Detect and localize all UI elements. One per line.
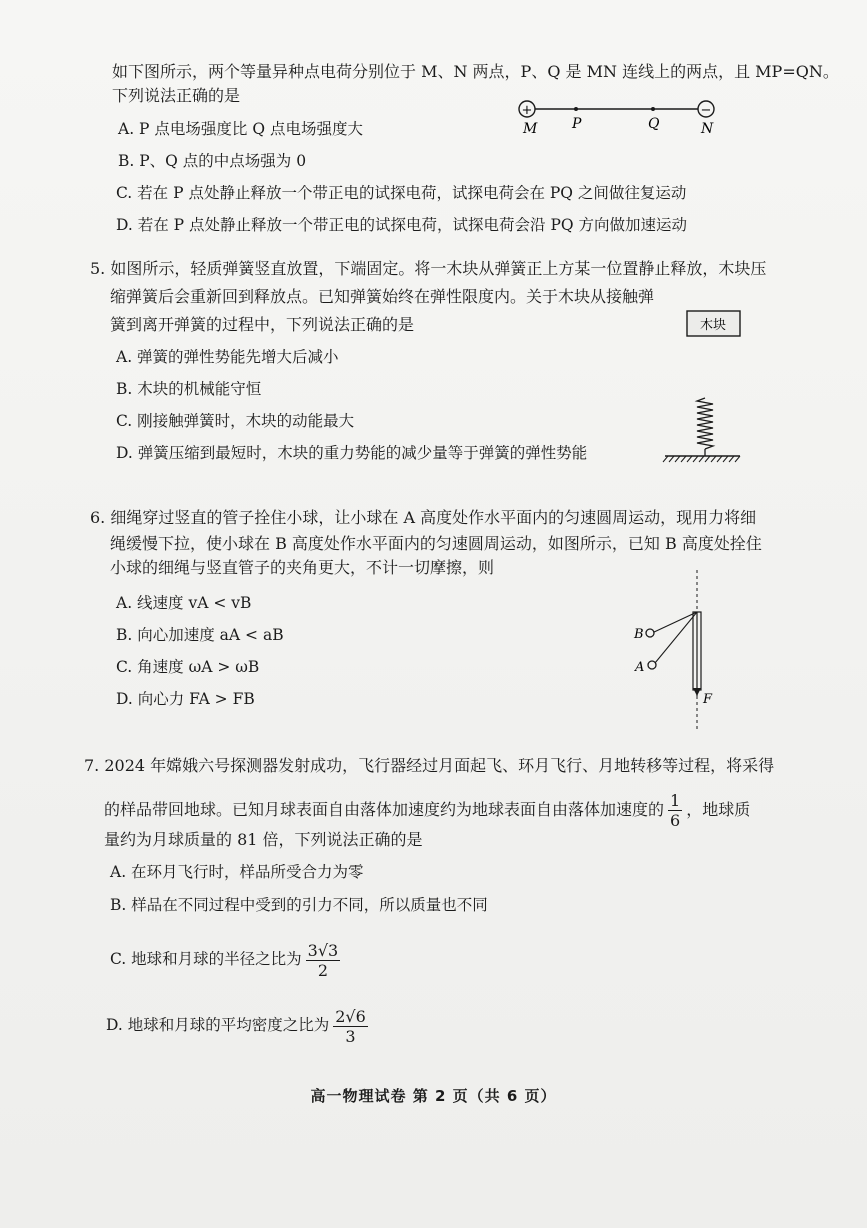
block-label: 木块 bbox=[699, 318, 727, 333]
point-p bbox=[574, 107, 578, 111]
fraction-2root6-over-3 bbox=[333, 1007, 368, 1046]
label-a: A bbox=[635, 660, 645, 675]
q6-stem-line1: 6. 细绳穿过竖直的管子拴住小球，让小球在 A 高度处作水平面内的匀速圆周运动，现用力将细 bbox=[90, 508, 757, 527]
q5-stem-line1: 5. 如图所示，轻质弹簧竖直放置，下端固定。将一木块从弹簧正上方某一位置静止释放，木块压 bbox=[90, 259, 767, 278]
q4-stem-line2: 下列说法正确的是 bbox=[112, 86, 241, 105]
q5-stem-line2: 缩弹簧后会重新回到释放点。已知弹簧始终在弹性限度内。关于木块从接触弹 bbox=[110, 287, 655, 306]
q6-option-c: C. 角速度 ωA > ωB bbox=[116, 658, 260, 676]
q7-option-a: A. 在环月飞行时，样品所受合力为零 bbox=[110, 863, 364, 881]
label-n: N bbox=[701, 121, 714, 137]
fraction-one-sixth bbox=[668, 791, 682, 830]
q5-stem-line3: 簧到离开弹簧的过程中，下列说法正确的是 bbox=[110, 315, 415, 334]
q7-option-b: B. 样品在不同过程中受到的引力不同，所以质量也不同 bbox=[110, 896, 488, 914]
q4-charge-figure bbox=[510, 96, 730, 136]
q6-stem-line2: 绳缓慢下拉，使小球在 B 高度处作水平面内的匀速圆周运动，如图所示，已知 B 高度处拴住 bbox=[110, 534, 762, 553]
fraction-numerator: 2√6 bbox=[335, 1006, 366, 1026]
plus-sign: + bbox=[521, 103, 533, 118]
fraction-denominator: 3 bbox=[345, 1026, 356, 1046]
minus-sign: − bbox=[700, 103, 712, 118]
q7-option-d-text: D. 地球和月球的平均密度之比为 bbox=[106, 1016, 330, 1034]
q4-stem-line1: 如下图所示，两个等量异种点电荷分别位于 M、N 两点，P、Q 是 MN 连线上的两点，且 MP=QN。 bbox=[112, 62, 839, 81]
q7-stem-line2-tail: ，地球质 bbox=[686, 800, 751, 819]
fraction-3root3-over-2 bbox=[306, 941, 341, 980]
q5-option-d: D. 弹簧压缩到最短时，木块的重力势能的减少量等于弹簧的弹性势能 bbox=[116, 444, 588, 462]
fraction-denominator: 6 bbox=[670, 811, 681, 830]
q7-stem-line1: 7. 2024 年嫦娥六号探测器发射成功，飞行器经过月面起飞、环月飞行、月地转移等过程，将采得 bbox=[84, 756, 775, 775]
q4-option-d: D. 若在 P 点处静止释放一个带正电的试探电荷，试探电荷会沿 PQ 方向做加速运动 bbox=[116, 216, 688, 234]
q4-option-a: A. P 点电场强度比 Q 点电场强度大 bbox=[118, 120, 363, 138]
string-b bbox=[652, 612, 697, 633]
q5-option-c: C. 刚接触弹簧时，木块的动能最大 bbox=[116, 412, 355, 430]
q4-option-c: C. 若在 P 点处静止释放一个带正电的试探电荷，试探电荷会在 PQ 之间做往复运动 bbox=[116, 184, 687, 202]
q6-option-b: B. 向心加速度 aA < aB bbox=[116, 626, 284, 644]
label-f: F bbox=[703, 692, 713, 707]
q6-stem-line3: 小球的细绳与竖直管子的夹角更大，不计一切摩擦，则 bbox=[110, 558, 495, 577]
ball-a bbox=[648, 661, 656, 669]
label-m: M bbox=[523, 121, 538, 137]
q6-tube-figure bbox=[625, 570, 725, 735]
label-q: Q bbox=[648, 116, 660, 132]
point-q bbox=[651, 107, 655, 111]
q5-option-b: B. 木块的机械能守恒 bbox=[116, 380, 262, 398]
label-p: P bbox=[572, 116, 582, 132]
q6-option-d: D. 向心力 FA > FB bbox=[116, 690, 255, 708]
q6-option-a: A. 线速度 vA < vB bbox=[116, 594, 252, 612]
q7-option-c-text: C. 地球和月球的半径之比为 bbox=[110, 950, 302, 968]
ball-b bbox=[646, 629, 654, 637]
spring-coil bbox=[697, 398, 713, 449]
q4-option-b: B. P、Q 点的中点场强为 0 bbox=[118, 152, 307, 170]
q5-spring-figure bbox=[660, 308, 750, 468]
label-b: B bbox=[634, 627, 644, 642]
fraction-numerator: 3√3 bbox=[307, 940, 339, 960]
q7-stem-line2 bbox=[104, 787, 750, 833]
q7-option-d bbox=[106, 1002, 372, 1048]
string-a bbox=[655, 612, 697, 663]
q7-option-c bbox=[110, 936, 344, 982]
q7-stem-line2-text: 的样品带回地球。已知月球表面自由落体加速度约为地球表面自由落体加速度的 bbox=[104, 800, 665, 819]
q7-stem-line3: 量约为月球质量的 81 倍，下列说法正确的是 bbox=[104, 830, 423, 849]
q5-option-a: A. 弹簧的弹性势能先增大后减小 bbox=[116, 348, 339, 366]
fraction-denominator: 2 bbox=[317, 960, 329, 980]
ground-hatch bbox=[663, 456, 740, 462]
force-arrow bbox=[693, 688, 701, 696]
fraction-numerator: 1 bbox=[670, 791, 681, 810]
page-footer: 高一物理试卷 第 2 页（共 6 页） bbox=[310, 1087, 557, 1105]
